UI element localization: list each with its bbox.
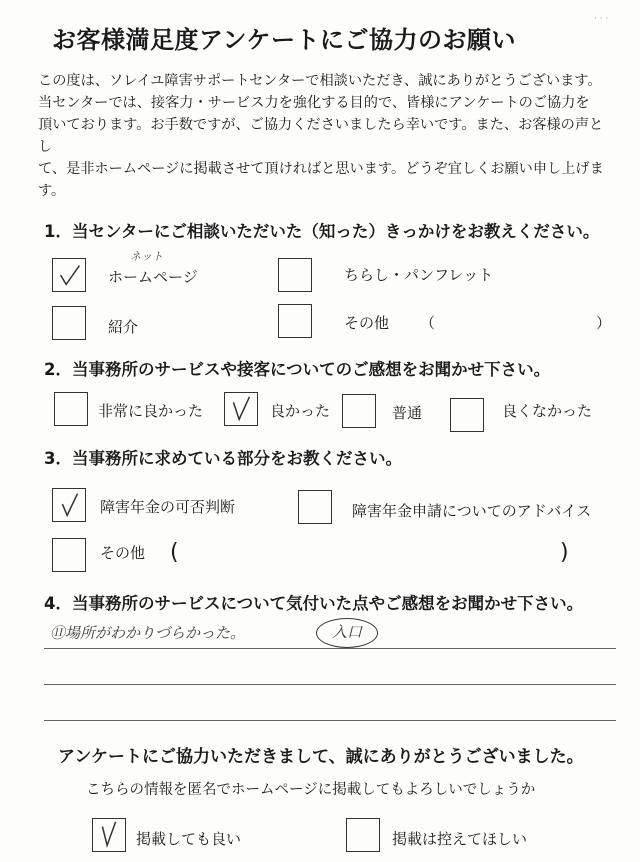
q1-option-homepage: ホームページ bbox=[108, 268, 198, 286]
q2-checkbox-average[interactable] bbox=[342, 394, 376, 428]
q2-option-very-good: 非常に良かった bbox=[98, 402, 204, 420]
intro-line: 当センターでは、接客力・サービス力を強化する目的で、皆様にアンケートのご協力を bbox=[38, 95, 590, 111]
q1-checkbox-referral[interactable] bbox=[52, 306, 86, 340]
consent-option-decline: 掲載は控えてほしい bbox=[392, 830, 528, 848]
q1-option-other: その他 bbox=[344, 314, 390, 332]
consent-question: こちらの情報を匿名でホームページに掲載してもよろしいでしょうか bbox=[86, 782, 536, 798]
q3-checkbox-other[interactable] bbox=[52, 538, 86, 572]
q2-option-not-good: 良くなかった bbox=[502, 402, 593, 420]
q1-other-paren-open: （ bbox=[420, 314, 436, 332]
consent-checkbox-decline[interactable] bbox=[346, 818, 380, 852]
q1-option-referral: 紹介 bbox=[108, 318, 139, 336]
corner-mark: · · · bbox=[594, 14, 609, 24]
q3-option-eligibility: 障害年金の可否判断 bbox=[100, 498, 236, 516]
q2-option-average: 普通 bbox=[392, 404, 423, 422]
q3-other-paren-open: ( bbox=[170, 540, 179, 565]
check-mark-icon bbox=[93, 819, 125, 851]
q1-checkbox-flyer[interactable] bbox=[278, 258, 312, 292]
q2-checkbox-good[interactable] bbox=[224, 392, 258, 426]
closing-message: アンケートにご協力いただきまして、誠にありがとうございました。 bbox=[58, 747, 584, 767]
q2-option-good: 良かった bbox=[270, 402, 331, 420]
answer-line bbox=[44, 648, 616, 649]
question-4-label: 4．当事務所のサービスについて気付いた点やご感想をお聞かせ下さい。 bbox=[44, 594, 584, 613]
q1-checkbox-homepage[interactable] bbox=[52, 258, 86, 292]
check-mark-icon bbox=[225, 393, 257, 425]
question-2-label: 2．当事務所のサービスや接客についてのご感想をお聞かせ下さい。 bbox=[44, 360, 551, 379]
intro-text bbox=[38, 70, 612, 202]
consent-checkbox-allow[interactable] bbox=[92, 818, 126, 852]
intro-line: す。 bbox=[38, 183, 66, 199]
intro-line: て、是非ホームページに掲載させて頂ければと思います。どうぞ宜しくお願い申し上げま bbox=[38, 161, 604, 177]
answer-line bbox=[44, 684, 616, 685]
consent-option-allow: 掲載しても良い bbox=[136, 830, 242, 848]
question-3-label: 3．当事務所に求めている部分をお教ください。 bbox=[44, 449, 402, 468]
q4-handwritten-answer: ⑪場所がわかりづらかった。 bbox=[50, 624, 246, 642]
q1-option-flyer: ちらし・パンフレット bbox=[344, 266, 494, 284]
q2-checkbox-very-good[interactable] bbox=[54, 392, 88, 426]
q1-checkbox-other[interactable] bbox=[278, 304, 312, 338]
q3-option-application-advice: 障害年金申請についてのアドバイス bbox=[352, 502, 592, 520]
q3-checkbox-application-advice[interactable] bbox=[298, 490, 332, 524]
q2-checkbox-not-good[interactable] bbox=[450, 398, 484, 432]
check-mark-icon bbox=[53, 489, 85, 521]
q3-checkbox-eligibility[interactable] bbox=[52, 488, 86, 522]
q3-option-other: その他 bbox=[100, 544, 146, 562]
q1-handwritten-note: ネット bbox=[130, 250, 163, 263]
q1-other-paren-close: ） bbox=[596, 314, 612, 332]
check-mark-icon bbox=[53, 259, 85, 291]
intro-line: この度は、ソレイユ障害サポートセンターで相談いただき、誠にありがとうございます。 bbox=[38, 73, 602, 89]
q3-other-paren-close: ) bbox=[560, 540, 569, 565]
survey-title: お客様満足度アンケートにご協力のお願い bbox=[52, 26, 517, 54]
answer-line bbox=[44, 720, 616, 721]
question-1-label: 1．当センターにご相談いただいた（知った）きっかけをお教えください。 bbox=[44, 222, 600, 241]
q4-handwritten-circled: 入口 bbox=[316, 618, 378, 648]
intro-line: 頂いております。お手数ですが、ご協力くださいましたら幸いです。また、お客様の声とし bbox=[38, 117, 604, 155]
